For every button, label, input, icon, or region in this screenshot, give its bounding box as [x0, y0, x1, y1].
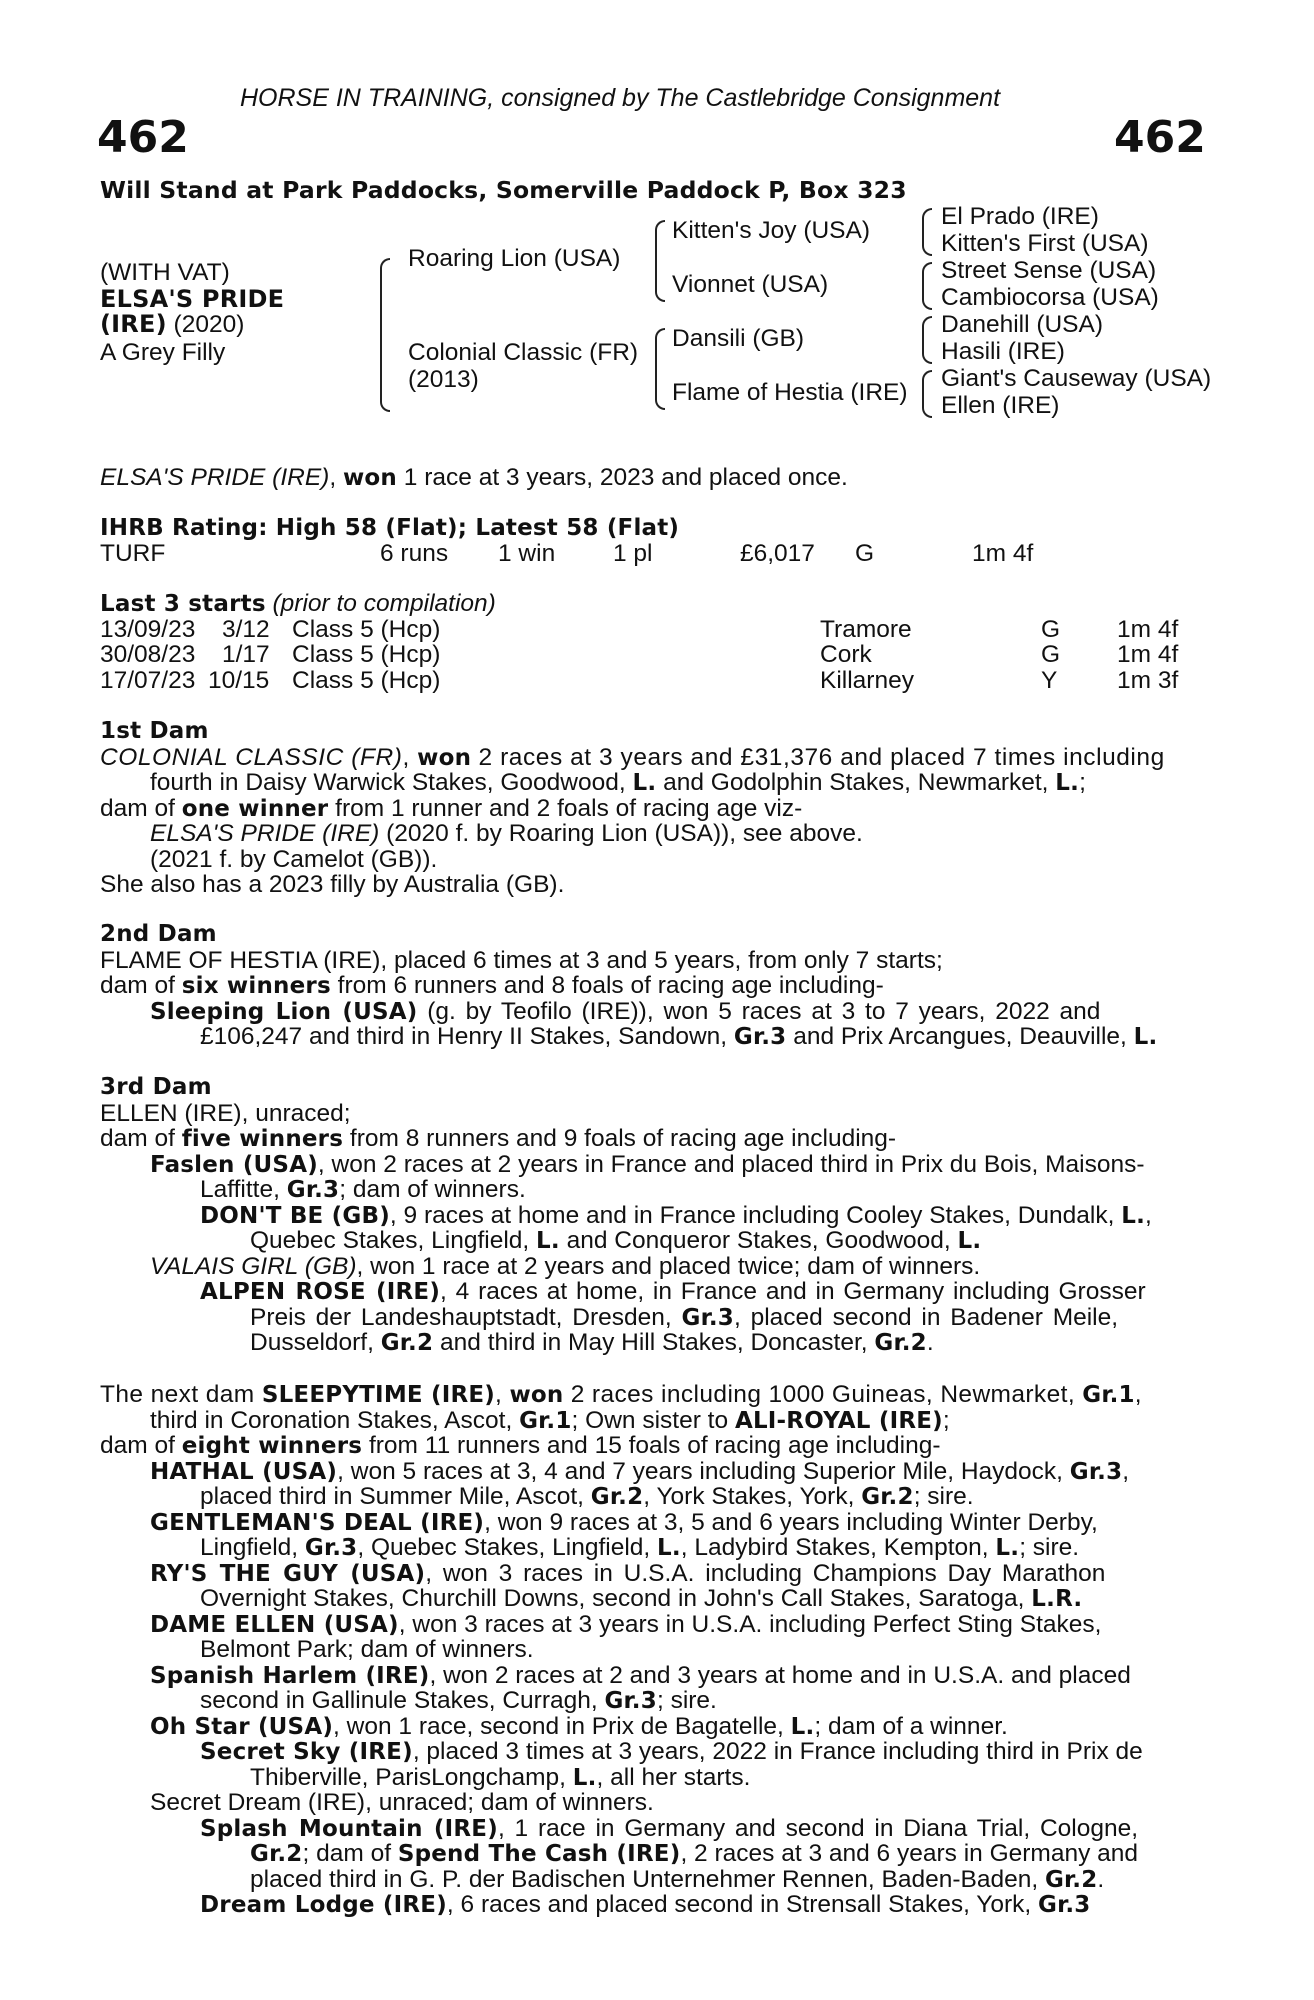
sale-subtitle: HORSE IN TRAINING, consigned by The Castlebridge Consignment	[240, 84, 1001, 112]
pedigree-brace-1	[380, 258, 390, 412]
rating-runs: 6 runs	[380, 540, 449, 567]
start-class: Class 5 (Hcp)	[292, 616, 441, 643]
pedigree-sire-dam: Vionnet (USA)	[672, 271, 829, 298]
pedigree-sds: Street Sense (USA)	[941, 257, 1157, 284]
rating-surface: TURF	[100, 540, 166, 567]
pedigree-brace-3b	[922, 262, 932, 310]
start-position: 1/17	[222, 641, 270, 668]
pedigree-sire: Roaring Lion (USA)	[408, 245, 621, 272]
pedigree-sss: El Prado (IRE)	[941, 203, 1099, 230]
third-dam-heading: 3rd Dam	[100, 1074, 212, 1100]
race-summary: ELSA'S PRIDE (IRE), won 1 race at 3 years, 2023 and placed once.	[100, 464, 848, 491]
third-dam-section: 3rd Dam ELLEN (IRE), unraced; dam of five winners from 8 runners and 9 foals of racing age including- Faslen (USA), won 2 races at 2 years in France and placed third in Prix du Bois, Maisons- Laffitte, Gr.3; dam of winners. DON'T BE (GB), 9 races at home and in France including Cooley Stakes, Dundalk, L., Quebec Stakes, Lingfield, L. and Conqueror Stakes, Goodwood, L. VALAIS GIRL (GB), won 1 race at 2 years and placed twice; dam of winners. ALPEN ROSE (IRE), 4 races at home, in France and in Germany including Grosser Preis der Landeshauptstadt, Dresden, Gr.3, placed second in Badener Meile, Dusseldorf, Gr.2 and third in May Hill Stakes, Doncaster, Gr.2.	[100, 1075, 1205, 1356]
rating-placed: 1 pl	[613, 540, 653, 567]
second-dam-section: 2nd Dam FLAME OF HESTIA (IRE), placed 6 times at 3 and 5 years, from only 7 starts; dam of six winners from 6 runners and 8 foals of racing age including- Sleeping Lion (USA) (g. by Teofilo (IRE)), won 5 races at 3 to 7 years, 2022 and £106,247 and third in Henry II Stakes, Sandown, Gr.3 and Prix Arcangues, Deauville, L.	[100, 922, 1205, 1050]
vat-note: (WITH VAT)	[100, 259, 230, 286]
start-course: Killarney	[820, 667, 914, 694]
pedigree-dam-dam: Flame of Hestia (IRE)	[672, 379, 908, 406]
start-date: 30/08/23	[100, 641, 196, 668]
stand-location: Will Stand at Park Paddocks, Somerville Paddock P, Box 323	[100, 176, 907, 204]
rating-title: IHRB Rating: High 58 (Flat); Latest 58 (Flat)	[100, 515, 680, 541]
rating-wins: 1 win	[498, 540, 556, 567]
pedigree-dam: Colonial Classic (FR)	[408, 339, 639, 366]
second-dam-heading: 2nd Dam	[100, 921, 217, 947]
horse-name: ELSA'S PRIDE	[100, 285, 285, 313]
start-date: 13/09/23	[100, 616, 196, 643]
start-distance: 1m 4f	[1117, 641, 1179, 668]
pedigree-brace-2a	[655, 220, 665, 302]
start-date: 17/07/23	[100, 667, 196, 694]
first-dam-heading: 1st Dam	[100, 718, 209, 744]
pedigree-dsd: Hasili (IRE)	[941, 338, 1065, 365]
pedigree-ssd: Kitten's First (USA)	[941, 230, 1149, 257]
start-position: 10/15	[208, 667, 270, 694]
start-distance: 1m 3f	[1117, 667, 1179, 694]
pedigree-brace-3a	[922, 208, 932, 256]
pedigree-sdd: Cambiocorsa (USA)	[941, 284, 1159, 311]
lot-number-left: 462	[97, 112, 189, 163]
horse-description: A Grey Filly	[100, 339, 226, 366]
pedigree-dds: Giant's Causeway (USA)	[941, 365, 1212, 392]
pedigree-dam-sire: Dansili (GB)	[672, 325, 805, 352]
first-dam-section: 1st Dam COLONIAL CLASSIC (FR), won 2 races at 3 years and £31,376 and placed 7 times including fourth in Daisy Warwick Stakes, Goodwood, L. and Godolphin Stakes, Newmarket, L.; dam of one winner from 1 runner and 2 foals of racing age viz- ELSA'S PRIDE (IRE) (2020 f. by Roaring Lion (USA)), see above. (2021 f. by Camelot (GB)). She also has a 2023 filly by Australia (GB).	[100, 719, 1205, 898]
next-dam-section: The next dam SLEEPYTIME (IRE), won 2 races including 1000 Guineas, Newmarket, Gr.1, third in Coronation Stakes, Ascot, Gr.1; Own sister to ALI-ROYAL (IRE); dam of eight winners from 11 runners and 15 foals of racing age including- HATHAL (USA), won 5 races at 3, 4 and 7 years including Superior Mile, Haydock, Gr.3, placed third in Summer Mile, Ascot, Gr.2, York Stakes, York, Gr.2; sire. GENTLEMAN'S DEAL (IRE), won 9 races at 3, 5 and 6 years including Winter Derby, Lingfield, Gr.3, Quebec Stakes, Lingfield, L., Ladybird Stakes, Kempton, L.; sire. RY'S THE GUY (USA), won 3 races in U.S.A. including Champions Day Marathon Overnight Stakes, Churchill Downs, second in John's Call Stakes, Saratoga, L.R. DAME ELLEN (USA), won 3 races at 3 years in U.S.A. including Perfect Sting Stakes, Belmont Park; dam of winners. Spanish Harlem (IRE), won 2 races at 2 and 3 years at home and in U.S.A. and placed second in Gallinule Stakes, Curragh, Gr.3; sire. Oh Star (USA), won 1 race, second in Prix de Bagatelle, L.; dam of a winner. Secret Sky (IRE), placed 3 times at 3 years, 2022 in France including third in Prix de Thiberville, ParisLongchamp, L., all her starts. Secret Dream (IRE), unraced; dam of winners. Splash Mountain (IRE), 1 race in Germany and second in Diana Trial, Cologne, Gr.2; dam of Spend The Cash (IRE), 2 races at 3 and 6 years in Germany and placed third in G. P. der Badischen Unternehmer Rennen, Baden-Baden, Gr.2. Dream Lodge (IRE), 6 races and placed second in Strensall Stakes, York, Gr.3	[100, 1381, 1143, 1918]
rating-distance: 1m 4f	[972, 540, 1034, 567]
pedigree-sire-sire: Kitten's Joy (USA)	[672, 217, 871, 244]
start-going: Y	[1041, 667, 1058, 694]
pedigree-dam-year: (2013)	[408, 366, 479, 393]
lot-number-right: 462	[1114, 112, 1206, 163]
pedigree-dss: Danehill (USA)	[941, 311, 1104, 338]
start-class: Class 5 (Hcp)	[292, 667, 441, 694]
horse-origin-year: (IRE) (2020)	[100, 310, 245, 338]
pedigree-brace-3c	[922, 316, 932, 364]
start-going: G	[1041, 641, 1061, 668]
pedigree-brace-3d	[922, 370, 932, 418]
start-position: 3/12	[222, 616, 270, 643]
rating-going: G	[855, 540, 875, 567]
pedigree-brace-2b	[655, 328, 665, 410]
start-course: Tramore	[820, 616, 912, 643]
start-class: Class 5 (Hcp)	[292, 641, 441, 668]
start-course: Cork	[820, 641, 872, 668]
rating-prize: £6,017	[740, 540, 815, 567]
start-going: G	[1041, 616, 1061, 643]
start-distance: 1m 4f	[1117, 616, 1179, 643]
pedigree-ddd: Ellen (IRE)	[941, 392, 1060, 419]
last-starts-title: Last 3 starts (prior to compilation)	[100, 590, 496, 617]
